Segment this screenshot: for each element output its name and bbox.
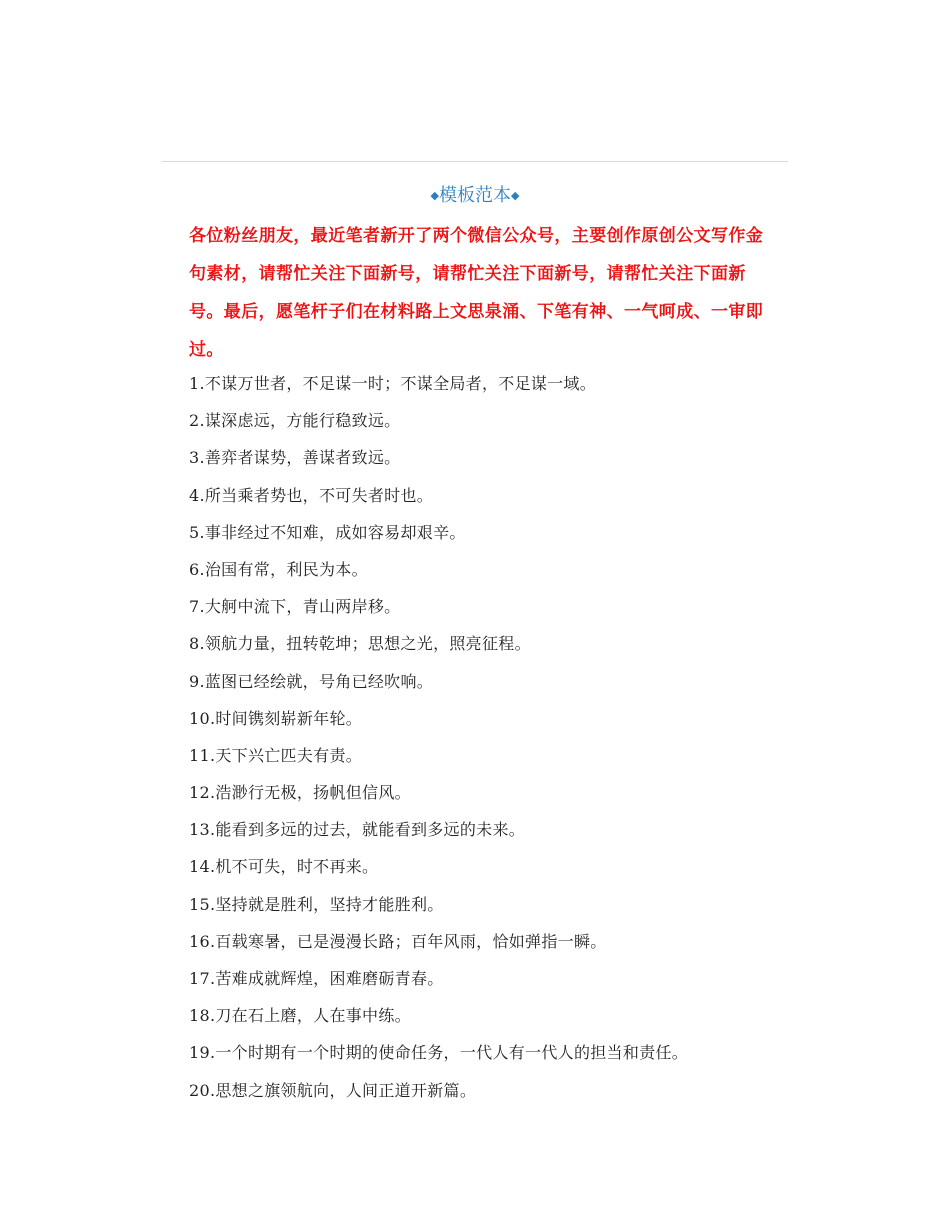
list-item: 18.刀在石上磨，人在事中练。 [189,1006,411,1026]
list-item: 5.事非经过不知难，成如容易却艰辛。 [189,522,466,542]
list-item: 15.坚持就是胜利，坚持才能胜利。 [189,894,444,914]
list-item: 9.蓝图已经绘就，号角已经吹响。 [189,671,434,691]
section-heading-title: 模板范本 [439,185,511,206]
list-item: 6.治国有常，利民为本。 [189,559,368,579]
list-item: 1.不谋万世者，不足谋一时；不谋全局者，不足谋一域。 [189,374,597,393]
list-item: 14.机不可失，时不再来。 [189,857,379,877]
list-item: 17.苦难成就辉煌，困难磨砺青春。 [189,969,444,988]
list-item: 13.能看到多远的过去，就能看到多远的未来。 [189,820,526,840]
list-item: 8.领航力量，扭转乾坤；思想之光，照亮征程。 [189,634,531,654]
list-item: 3.善弈者谋势，善谋者致远。 [189,448,401,468]
list-item: 11.天下兴亡匹夫有责。 [189,745,363,765]
list-item: 2.谋深虑远，方能行稳致远。 [189,411,401,431]
diamond-right-icon: ◆ [511,189,520,202]
list-item: 12.浩渺行无极，扬帆但信风。 [189,783,411,803]
quote-list [189,365,789,1109]
list-item: 20.思想之旗领航向，人间正道开新篇。 [189,1080,477,1100]
section-heading [162,183,788,209]
list-item: 10.时间镌刻崭新年轮。 [189,708,363,728]
diamond-left-icon: ◆ [430,189,439,202]
list-item: 16.百载寒暑，已是漫漫长路；百年风雨，恰如弹指一瞬。 [189,931,607,951]
list-item: 19.一个时期有一个时期的使命任务，一代人有一代人的担当和责任。 [189,1043,689,1063]
list-item: 7.大舸中流下，青山两岸移。 [189,597,401,617]
notice-paragraph: 各位粉丝朋友，最近笔者新开了两个微信公众号，主要创作原创公文写作金句素材，请帮忙关注下面新号，请帮忙关注下面新号，请帮忙关注下面新号。最后，愿笔杆子们在材料路上文思泉涌、下笔有神、一气呵成、一审即过。 [189,226,764,360]
list-item: 4.所当乘者势也，不可失者时也。 [189,485,434,505]
top-divider [162,161,788,162]
